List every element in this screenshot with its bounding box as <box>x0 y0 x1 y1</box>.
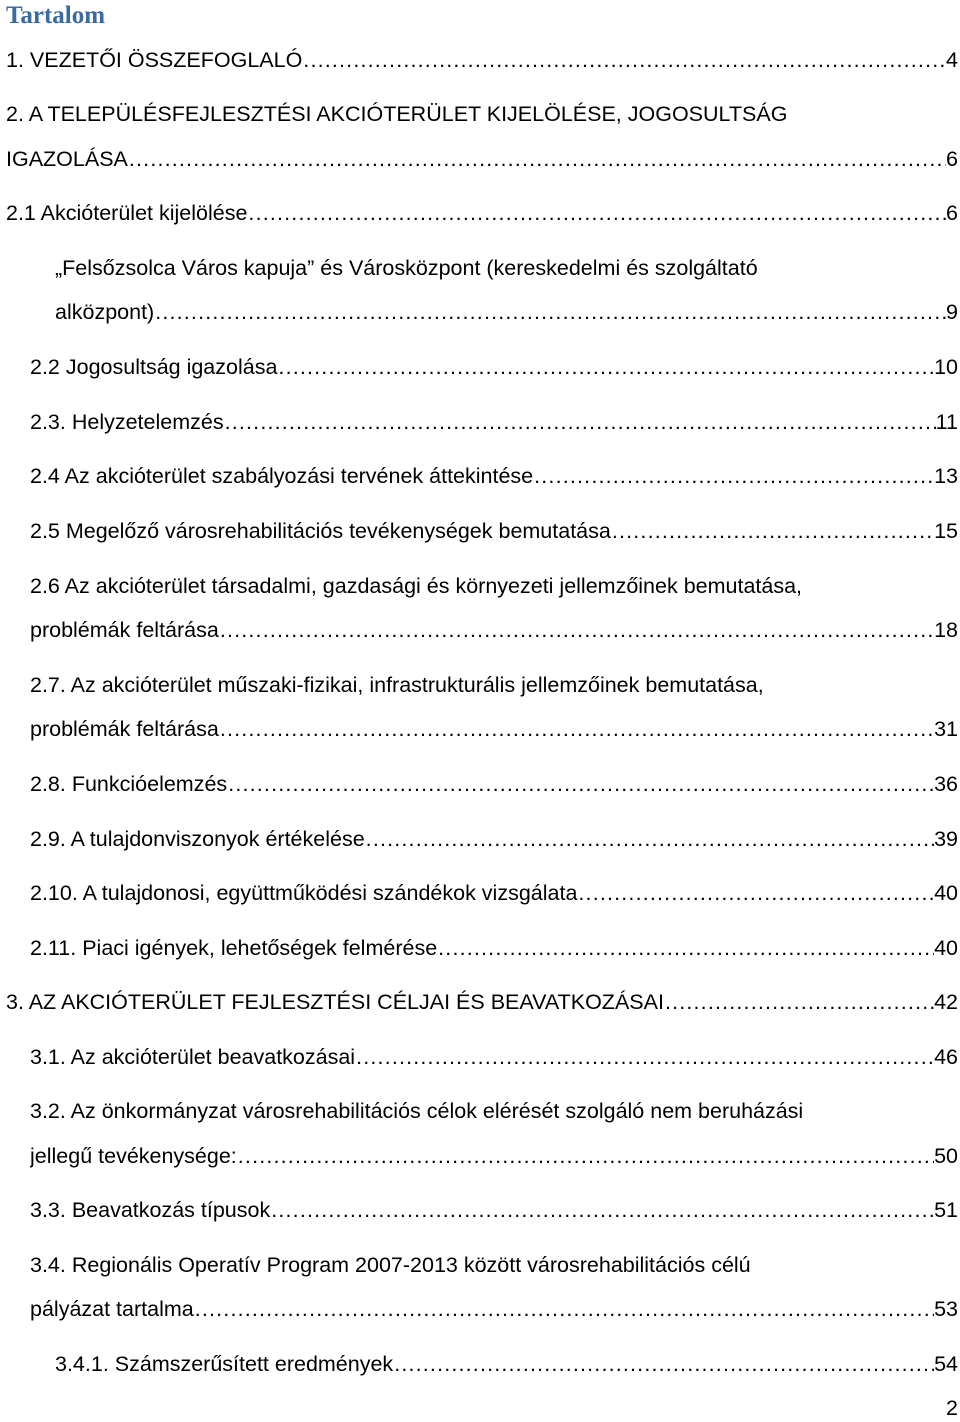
toc-entry-page: 39 <box>934 827 958 851</box>
toc-entry[interactable] <box>30 1142 960 1170</box>
toc-entry[interactable] <box>30 616 960 644</box>
toc-entry-page: 50 <box>934 1144 958 1168</box>
toc-leader-dots <box>365 825 934 853</box>
toc-leader-dots <box>219 715 934 743</box>
toc-entry-page: 13 <box>934 464 958 488</box>
toc-entry-page: 9 <box>946 300 958 324</box>
toc-leader-dots <box>533 462 934 490</box>
toc-entry-line1[interactable]: 3.4. Regionális Operatív Program 2007-2013 között városrehabilitációs célú <box>30 1253 751 1277</box>
toc-leader-dots <box>393 1350 934 1378</box>
toc-entry-line1[interactable]: 3.2. Az önkormányzat városrehabilitációs célok elérését szolgáló nem beruházási <box>30 1099 804 1123</box>
toc-entry[interactable] <box>6 46 960 74</box>
toc-entry[interactable] <box>55 298 960 326</box>
toc-entry-page: 51 <box>934 1198 958 1222</box>
toc-entry-page: 42 <box>934 990 958 1014</box>
toc-entry-text: 2.3. Helyzetelemzés <box>30 410 224 434</box>
toc-entry[interactable] <box>30 408 960 436</box>
toc-leader-dots <box>355 1043 934 1071</box>
toc-entry-page: 18 <box>934 618 958 642</box>
toc-leader-dots <box>237 1142 934 1170</box>
toc-entry[interactable] <box>30 1295 960 1323</box>
toc-entry-page: 4 <box>946 48 958 72</box>
toc-entry-text: jellegű tevékenysége: <box>30 1144 237 1168</box>
toc-leader-dots <box>227 770 934 798</box>
toc-entry-text: 2.2 Jogosultság igazolása <box>30 355 278 379</box>
toc-entry[interactable] <box>30 934 960 962</box>
toc-entry[interactable] <box>55 1350 960 1378</box>
toc-entry-text: 3.3. Beavatkozás típusok <box>30 1198 271 1222</box>
toc-leader-dots <box>224 408 936 436</box>
toc-entry[interactable] <box>30 353 960 381</box>
toc-entry-text: 2.5 Megelőző városrehabilitációs tevékenységek bemutatása <box>30 519 611 543</box>
toc-entry-text: pályázat tartalma <box>30 1297 194 1321</box>
toc-entry-text: 2.8. Funkcióelemzés <box>30 772 228 796</box>
toc-entry-text: IGAZOLÁSA <box>6 147 128 171</box>
toc-title: Tartalom <box>6 2 106 29</box>
toc-entry[interactable] <box>30 462 960 490</box>
toc-entry-page: 40 <box>934 881 958 905</box>
toc-entry[interactable] <box>30 879 960 907</box>
toc-entry-text: 3.4.1. Számszerűsített eredmények <box>55 1352 394 1376</box>
toc-entry-page: 54 <box>934 1352 958 1376</box>
toc-entry[interactable] <box>30 825 960 853</box>
toc-entry-text: 2.9. A tulajdonviszonyok értékelése <box>30 827 365 851</box>
toc-entry-page: 15 <box>934 519 958 543</box>
toc-entry-text: 3.1. Az akcióterület beavatkozásai <box>30 1045 356 1069</box>
toc-entry-page: 40 <box>934 936 958 960</box>
toc-entry-text: 3. AZ AKCIÓTERÜLET FEJLESZTÉSI CÉLJAI ÉS BEAVATKOZÁSAI <box>6 990 664 1014</box>
toc-leader-dots <box>128 145 946 173</box>
toc-entry-text: 2.4 Az akcióterület szabályozási tervének áttekintése <box>30 464 534 488</box>
toc-entry-line1[interactable]: „Felsőzsolca Város kapuja” és Városközpont (kereskedelmi és szolgáltató <box>55 256 758 280</box>
toc-entry-page: 10 <box>934 355 958 379</box>
page-number: 2 <box>946 1396 958 1420</box>
toc-entry-line1[interactable]: 2.7. Az akcióterület műszaki-fizikai, infrastrukturális jellemzőinek bemutatása, <box>30 673 764 697</box>
toc-entry[interactable] <box>30 1043 960 1071</box>
toc-entry[interactable] <box>30 715 960 743</box>
toc-entry-text: 2.1 Akcióterület kijelölése <box>6 201 248 225</box>
toc-leader-dots <box>219 616 934 644</box>
toc-leader-dots <box>577 879 934 907</box>
toc-entry-page: 36 <box>934 772 958 796</box>
toc-entry-page: 31 <box>934 717 958 741</box>
toc-entry-text: 2.11. Piaci igények, lehetőségek felmérése <box>30 936 438 960</box>
toc-entry-text: problémák feltárása <box>30 618 219 642</box>
toc-entry-page: 46 <box>934 1045 958 1069</box>
toc-leader-dots <box>154 298 946 326</box>
toc-entry[interactable] <box>30 770 960 798</box>
toc-entry-page: 53 <box>934 1297 958 1321</box>
toc-leader-dots <box>437 934 934 962</box>
toc-leader-dots <box>247 199 946 227</box>
toc-entry-text: 2.10. A tulajdonosi, együttműködési szándékok vizsgálata <box>30 881 578 905</box>
toc-entry[interactable] <box>6 988 960 1016</box>
toc-leader-dots <box>664 988 934 1016</box>
toc-leader-dots <box>277 353 934 381</box>
toc-leader-dots <box>302 46 946 74</box>
toc-entry[interactable] <box>6 145 960 173</box>
toc-entry-page: 6 <box>946 147 958 171</box>
toc-leader-dots <box>194 1295 934 1323</box>
toc-entry-text: problémák feltárása <box>30 717 219 741</box>
toc-entry[interactable] <box>30 517 960 545</box>
toc-entry-page: 6 <box>946 201 958 225</box>
toc-entry-text: alközpont) <box>55 300 155 324</box>
toc-entry-text: 1. VEZETŐI ÖSSZEFOGLALÓ <box>6 48 303 72</box>
toc-entry[interactable] <box>6 199 960 227</box>
toc-leader-dots <box>611 517 934 545</box>
toc-entry[interactable] <box>30 1196 960 1224</box>
toc-leader-dots <box>270 1196 934 1224</box>
toc-entry-line1[interactable]: 2.6 Az akcióterület társadalmi, gazdasági és környezeti jellemzőinek bemutatása, <box>30 574 803 598</box>
toc-entry-page: 11 <box>935 410 958 434</box>
toc-entry-line1[interactable]: 2. A TELEPÜLÉSFEJLESZTÉSI AKCIÓTERÜLET KIJELÖLÉSE, JOGOSULTSÁG <box>6 102 788 126</box>
